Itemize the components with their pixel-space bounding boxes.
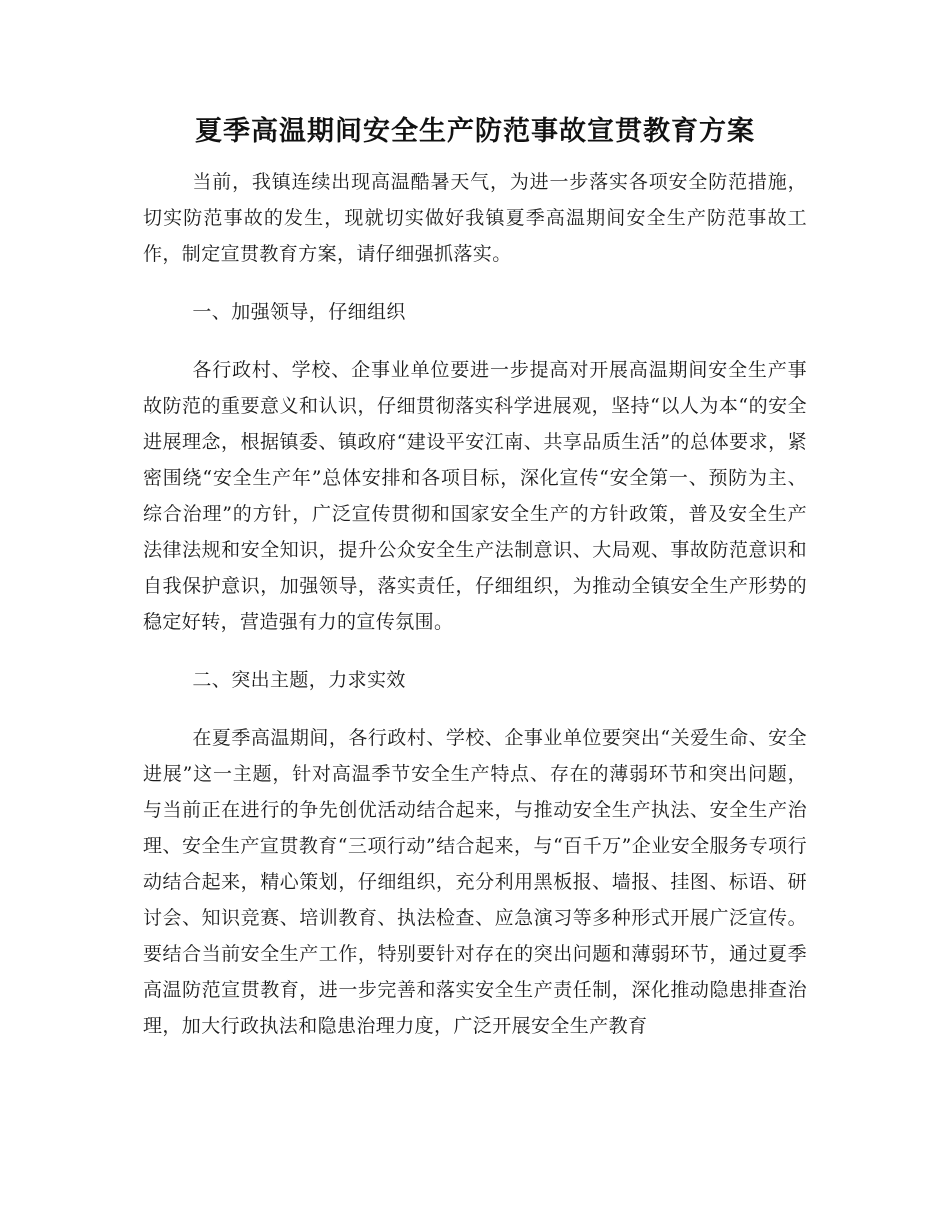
- document-page: [143, 0, 807, 1044]
- document-title: 夏季高温期间安全生产防范事故宣贯教育方案: [195, 116, 755, 147]
- section-2-heading: 二、突出主题，力求实效: [192, 669, 406, 691]
- section-1-heading: 一、加强领导，仔细组织: [192, 301, 406, 323]
- section-1-body: 各行政村、学校、企事业单位要进一步提高对开展高温期间安全生产事故防范的重要意义和认识，仔细贯彻落实科学进展观，坚持“以人为本“的安全进展理念，根据镇委、镇政府“建设平安江南、共享品质生活”的总体要求，紧密围绕“安全生产年”总体安排和各项目标，深化宣传“安全第一、预防为主、综合治理”的方针，广泛宣传贯彻和国家安全生产的方针政策，普及安全生产法律法规和安全知识，提升公众安全生产法制意识、大局观、事故防范意识和自我保护意识，加强领导，落实责任，仔细组织，为推动全镇安全生产形势的稳定好转，营造强有力的宣传氛围。: [143, 359, 807, 633]
- section-2-body: 在夏季高温期间，各行政村、学校、企事业单位要突出“关爱生命、安全进展”这一主题，针对高温季节安全生产特点、存在的薄弱环节和突出问题，与当前正在进行的争先创优活动结合起来，与推动安全生产执法、安全生产治理、安全生产宣贯教育“三项行动”结合起来，与“百千万”企业安全服务专项行动结合起来，精心策划，仔细组织，充分利用黑板报、墙报、挂图、标语、研讨会、知识竞赛、培训教育、执法检查、应急演习等多种形式开展广泛宣传。要结合当前安全生产工作，特别要针对存在的突出问题和薄弱环节，通过夏季高温防范宣贯教育，进一步完善和落实安全生产责任制，深化推动隐患排查治理，加大行政执法和隐患治理力度，广泛开展安全生产教育: [143, 727, 807, 1037]
- intro-paragraph: 当前，我镇连续出现高温酷暑天气，为进一步落实各项安全防范措施，切实防范事故的发生，现就切实做好我镇夏季高温期间安全生产防范事故工作，制定宣贯教育方案，请仔细强抓落实。: [143, 171, 807, 265]
